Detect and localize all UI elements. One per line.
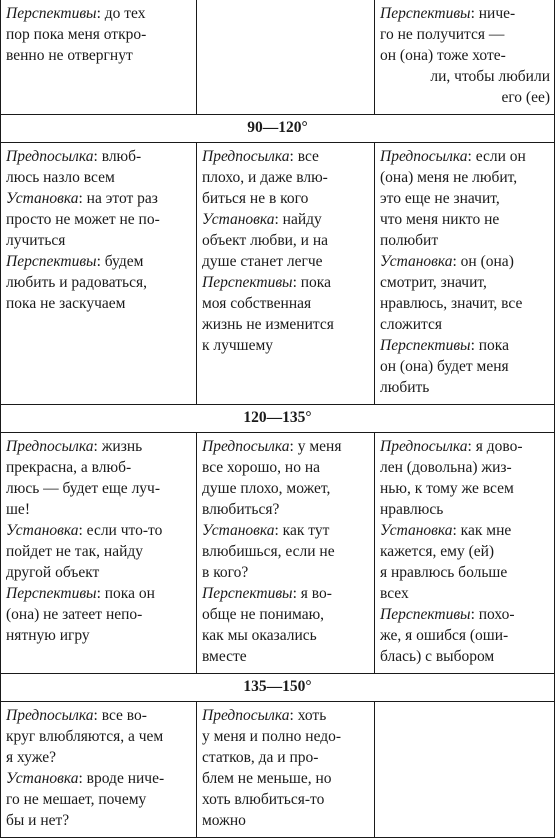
line-text: : будем bbox=[96, 253, 144, 270]
line-text: обще не понимаю, bbox=[202, 606, 325, 623]
line-text: душе станет легче bbox=[202, 253, 323, 270]
cell-text-line bbox=[202, 789, 370, 810]
table-cell-right bbox=[375, 702, 555, 838]
line-text: : все во- bbox=[93, 707, 147, 724]
category-label: Перспективы bbox=[6, 585, 97, 602]
cell-text-line bbox=[6, 541, 192, 562]
cell-text-line bbox=[6, 251, 192, 272]
cell-text-line bbox=[202, 478, 370, 499]
line-text: бы и нет? bbox=[6, 812, 70, 829]
cell-text-line bbox=[202, 251, 370, 272]
cell-text-line bbox=[380, 167, 550, 188]
angle-range-header-row bbox=[1, 674, 555, 702]
line-text: что меня никто не bbox=[380, 211, 500, 228]
cell-text-line bbox=[6, 705, 192, 726]
cell-text-line bbox=[380, 188, 550, 209]
cell-text-line bbox=[380, 87, 550, 108]
category-label: Предпосылка bbox=[380, 438, 468, 455]
cell-text-line bbox=[202, 209, 370, 230]
line-text: вместе bbox=[202, 648, 247, 665]
cell-text-line bbox=[6, 146, 192, 167]
table-cell-left bbox=[1, 0, 197, 115]
line-text: : я во- bbox=[292, 585, 332, 602]
cell-text-line bbox=[380, 625, 550, 646]
table-cell-left bbox=[1, 433, 197, 674]
line-text: нравлюсь bbox=[380, 501, 444, 518]
cell-text-line bbox=[6, 583, 192, 604]
cell-text-line bbox=[380, 45, 550, 66]
line-text: : как тут bbox=[274, 522, 330, 539]
category-label: Перспективы bbox=[202, 585, 293, 602]
cell-text-line bbox=[380, 3, 550, 24]
cell-text-line bbox=[6, 436, 192, 457]
cell-text-line bbox=[202, 314, 370, 335]
cell-text-line bbox=[202, 726, 370, 747]
line-text: его (ее) bbox=[501, 89, 550, 106]
category-label: Перспективы bbox=[6, 253, 97, 270]
cell-text-line bbox=[202, 541, 370, 562]
line-text: влюбишься, если не bbox=[202, 543, 335, 560]
category-label: Установка bbox=[202, 211, 275, 228]
category-label: Перспективы bbox=[380, 5, 471, 22]
cell-text-line bbox=[202, 499, 370, 520]
line-text: : до тех bbox=[96, 5, 146, 22]
cell-text-line bbox=[202, 604, 370, 625]
category-label: Установка bbox=[380, 522, 453, 539]
line-text: ли, чтобы любили bbox=[430, 68, 550, 85]
category-label: Предпосылка bbox=[202, 438, 290, 455]
cell-text-line bbox=[380, 24, 550, 45]
line-text: другой объект bbox=[6, 564, 100, 581]
line-text: лучиться bbox=[6, 232, 66, 249]
table-cell-left bbox=[1, 143, 197, 405]
cell-text-line bbox=[202, 230, 370, 251]
cell-text-line bbox=[202, 188, 370, 209]
line-text: : он (она) bbox=[452, 253, 514, 270]
line-text: : если что-то bbox=[78, 522, 163, 539]
line-text: я хуже? bbox=[6, 749, 56, 766]
cell-text-line bbox=[380, 146, 550, 167]
line-text: смотрит, значит, bbox=[380, 274, 487, 291]
cell-text-line bbox=[380, 646, 550, 667]
line-text: : пока bbox=[292, 274, 331, 291]
cell-text-line bbox=[380, 66, 550, 87]
cell-text-line bbox=[6, 726, 192, 747]
line-text: как мы оказались bbox=[202, 627, 317, 644]
line-text: : найду bbox=[274, 211, 322, 228]
line-text: полюбит bbox=[380, 232, 439, 249]
cell-text-line bbox=[202, 335, 370, 356]
cell-text-line bbox=[202, 146, 370, 167]
line-text: у меня и полно недо- bbox=[202, 728, 342, 745]
cell-text-line bbox=[202, 625, 370, 646]
cell-text-line bbox=[380, 335, 550, 356]
category-label: Перспективы bbox=[202, 274, 293, 291]
line-text: нятную игру bbox=[6, 627, 90, 644]
cell-text-line bbox=[202, 272, 370, 293]
line-text: : вроде ниче- bbox=[78, 770, 165, 787]
line-text: : как мне bbox=[452, 522, 512, 539]
line-text: (она) меня не любит, bbox=[380, 169, 518, 186]
line-text: : у меня bbox=[289, 438, 342, 455]
cell-text-line bbox=[6, 188, 192, 209]
cell-text-line bbox=[6, 747, 192, 768]
cell-text-line bbox=[6, 768, 192, 789]
line-text: любить bbox=[380, 379, 430, 396]
category-label: Предпосылка bbox=[380, 148, 468, 165]
cell-text-line bbox=[202, 747, 370, 768]
cell-text-line bbox=[6, 562, 192, 583]
cell-text-line bbox=[6, 810, 192, 831]
line-text: лен (довольна) жиз- bbox=[380, 459, 512, 476]
line-text: венно не отвергнут bbox=[6, 47, 133, 64]
category-label: Установка bbox=[6, 770, 79, 787]
category-label: Предпосылка bbox=[6, 438, 94, 455]
cell-text-line bbox=[380, 230, 550, 251]
line-text: блась) с выбором bbox=[380, 648, 495, 665]
table-cell-right bbox=[375, 433, 555, 674]
cell-text-line bbox=[6, 604, 192, 625]
table-cell-left bbox=[1, 702, 197, 838]
cell-text-line bbox=[6, 24, 192, 45]
line-text: : жизнь bbox=[93, 438, 143, 455]
line-text: пор пока меня откро- bbox=[6, 26, 147, 43]
category-label: Предпосылка bbox=[202, 707, 290, 724]
cell-text-line bbox=[380, 209, 550, 230]
line-text: плохо, и даже влю- bbox=[202, 169, 328, 186]
cell-text-line bbox=[202, 646, 370, 667]
line-text: это еще не значит, bbox=[380, 190, 500, 207]
cell-text-line bbox=[380, 356, 550, 377]
table-cell-mid bbox=[197, 143, 375, 405]
category-label: Установка bbox=[6, 190, 79, 207]
table-row bbox=[1, 433, 555, 674]
cell-text-line bbox=[380, 436, 550, 457]
cell-text-line bbox=[202, 810, 370, 831]
line-text: (она) не затеет непо- bbox=[6, 606, 143, 623]
line-text: : хоть bbox=[289, 707, 327, 724]
category-label: Перспективы bbox=[380, 606, 471, 623]
angle-range-heading: 90—120° bbox=[1, 115, 555, 143]
cell-text-line bbox=[202, 167, 370, 188]
line-text: все хорошо, но на bbox=[202, 459, 320, 476]
category-label: Установка bbox=[380, 253, 453, 270]
angle-range-heading: 135—150° bbox=[1, 674, 555, 702]
line-text: сложится bbox=[380, 316, 442, 333]
cell-text-line bbox=[6, 293, 192, 314]
table-row bbox=[1, 702, 555, 838]
table-row bbox=[1, 0, 555, 115]
line-text: можно bbox=[202, 812, 246, 829]
line-text: : пока он bbox=[96, 585, 155, 602]
category-label: Предпосылка bbox=[202, 148, 290, 165]
cell-text-line bbox=[202, 768, 370, 789]
line-text: : пока bbox=[470, 337, 509, 354]
cell-text-line bbox=[6, 3, 192, 24]
line-text: кажется, ему (ей) bbox=[380, 543, 495, 560]
cell-text-line bbox=[202, 583, 370, 604]
category-label: Установка bbox=[6, 522, 79, 539]
line-text: нравлюсь, значит, все bbox=[380, 295, 523, 312]
line-text: : я дово- bbox=[467, 438, 523, 455]
cell-text-line bbox=[380, 541, 550, 562]
line-text: я нравлюсь больше bbox=[380, 564, 508, 581]
line-text: : если он bbox=[467, 148, 526, 165]
category-label: Установка bbox=[202, 522, 275, 539]
line-text: го не получится — bbox=[380, 26, 505, 43]
cell-text-line bbox=[6, 167, 192, 188]
cell-text-line bbox=[6, 45, 192, 66]
line-text: в кого? bbox=[202, 564, 249, 581]
line-text: он (она) тоже хоте- bbox=[380, 47, 506, 64]
cell-text-line bbox=[380, 457, 550, 478]
cell-text-line bbox=[6, 499, 192, 520]
line-text: прекрасна, а влюб- bbox=[6, 459, 132, 476]
line-text: статков, да и про- bbox=[202, 749, 319, 766]
line-text: : похо- bbox=[470, 606, 515, 623]
line-text: : все bbox=[289, 148, 319, 165]
category-label: Перспективы bbox=[380, 337, 471, 354]
line-text: люсь назло всем bbox=[6, 169, 115, 186]
line-text: жизнь не изменится bbox=[202, 316, 334, 333]
cell-text-line bbox=[380, 604, 550, 625]
cell-text-line bbox=[6, 272, 192, 293]
category-label: Предпосылка bbox=[6, 148, 94, 165]
cell-text-line bbox=[6, 520, 192, 541]
cell-text-line bbox=[380, 293, 550, 314]
cell-text-line bbox=[380, 499, 550, 520]
table-cell-mid bbox=[197, 702, 375, 838]
cell-text-line bbox=[6, 789, 192, 810]
cell-text-line bbox=[6, 478, 192, 499]
angle-range-heading: 120—135° bbox=[1, 405, 555, 433]
line-text: круг влюбляются, а чем bbox=[6, 728, 164, 745]
cell-text-line bbox=[6, 209, 192, 230]
line-text: всех bbox=[380, 585, 409, 602]
cell-text-line bbox=[202, 520, 370, 541]
cell-text-line bbox=[380, 314, 550, 335]
line-text: биться не в кого bbox=[202, 190, 309, 207]
category-label: Предпосылка bbox=[6, 707, 94, 724]
line-text: пока не заскучаем bbox=[6, 295, 126, 312]
cell-text-line bbox=[6, 625, 192, 646]
cell-text-line bbox=[380, 583, 550, 604]
cell-text-line bbox=[6, 230, 192, 251]
table-cell-right bbox=[375, 0, 555, 115]
line-text: люсь — будет еще луч- bbox=[6, 480, 161, 497]
line-text: : влюб- bbox=[93, 148, 142, 165]
line-text: моя собственная bbox=[202, 295, 312, 312]
line-text: : ниче- bbox=[470, 5, 516, 22]
category-label: Перспективы bbox=[6, 5, 97, 22]
table-row bbox=[1, 143, 555, 405]
cell-text-line bbox=[6, 457, 192, 478]
table-cell-mid bbox=[197, 433, 375, 674]
cell-text-line bbox=[202, 705, 370, 726]
line-text: влюбиться? bbox=[202, 501, 280, 518]
cell-text-line bbox=[380, 562, 550, 583]
cell-text-line bbox=[380, 520, 550, 541]
cell-text-line bbox=[202, 562, 370, 583]
table-cell-right bbox=[375, 143, 555, 405]
line-text: к лучшему bbox=[202, 337, 274, 354]
cell-text-line bbox=[380, 251, 550, 272]
line-text: он (она) будет меня bbox=[380, 358, 509, 375]
cell-text-line bbox=[380, 272, 550, 293]
cell-text-line bbox=[380, 478, 550, 499]
cell-text-line bbox=[202, 457, 370, 478]
angle-range-header-row bbox=[1, 115, 555, 143]
cell-text-line bbox=[380, 377, 550, 398]
line-text: же, я ошибся (оши- bbox=[380, 627, 509, 644]
line-text: го не мешает, почему bbox=[6, 791, 147, 808]
line-text: любить и радоваться, bbox=[6, 274, 147, 291]
line-text: нью, к тому же всем bbox=[380, 480, 514, 497]
line-text: просто не может не по- bbox=[6, 211, 160, 228]
line-text: : на этот раз bbox=[78, 190, 158, 207]
line-text: хоть влюбиться-то bbox=[202, 791, 325, 808]
cell-text-line bbox=[202, 436, 370, 457]
cell-text-line bbox=[202, 293, 370, 314]
line-text: блем не меньше, но bbox=[202, 770, 332, 787]
line-text: объект любви, и на bbox=[202, 232, 329, 249]
table-body bbox=[1, 0, 555, 838]
line-text: душе плохо, может, bbox=[202, 480, 331, 497]
line-text: ше! bbox=[6, 501, 30, 518]
line-text: пойдет не так, найду bbox=[6, 543, 144, 560]
angle-range-header-row bbox=[1, 405, 555, 433]
table-cell-mid bbox=[197, 0, 375, 115]
